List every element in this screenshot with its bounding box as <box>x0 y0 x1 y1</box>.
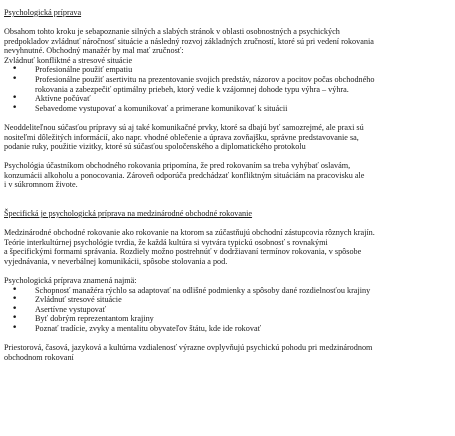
text-line: nevyhnutné. Obchodný manažér by mal mať zručnosť: <box>4 46 184 56</box>
section-heading-international-negotiation: Špecifická je psychologická príprava na medzinárodné obchodné rokovanie <box>4 209 253 218</box>
text-line: a špecifickými formami správania. Rozdiely možno postrehnúť v dodržiavaní termínov rokovania, v spôsobe <box>4 247 362 257</box>
list-item: • Poznať tradície, zvyky a mentalitu obyvateľov štátu, kde ide rokovať <box>4 324 455 334</box>
list-item: • Zvládnuť stresové situácie <box>4 295 455 305</box>
paragraph-international-negotiation <box>4 228 455 266</box>
list-intro: Psychologická príprava znamená najmä: <box>4 275 137 285</box>
text-line: konzumácii alkoholu a ponocovania. Zároveň odporúča predchádzať konfliktným situáciám na pracovisku ale <box>4 170 365 180</box>
text-line: Medzinárodné obchodné rokovanie ako rokovanie na ktorom sa zúčastňujú obchodní zástupcovia rôznych krajín. <box>4 228 375 238</box>
list-item: • Asertívne vystupovať <box>4 305 455 315</box>
paragraph-communication-elements <box>4 123 455 152</box>
paragraph-psychology-advice <box>4 161 455 190</box>
text-line: Priestorová, časová, jazyková a kultúrna vzdialenosť výrazne ovplyvňujú psychickú pohodu pri medzinárodnom <box>4 343 373 353</box>
preparation-bullet-list <box>4 286 455 334</box>
text-line: Zvládnuť konfliktné a stresové situácie <box>4 55 133 65</box>
section-heading-psychological-preparation: Psychologická príprava <box>4 8 82 17</box>
text-line: Obsahom tohto kroku je sebapoznanie silných a slabých stránok v oblasti osobnostných a psychických <box>4 27 340 37</box>
skills-bullet-list <box>4 65 455 113</box>
text-line: obchodnom rokovaní <box>4 352 74 362</box>
intro-paragraph <box>4 27 455 65</box>
list-item: • Sebavedome vystupovať a komunikovať a primerane komunikovať k situácii <box>4 104 455 114</box>
text-line: Teórie interkultúrnej psychológie tvrdia, že každá kultúra si vytvára typickú osobnosť s rovnakými <box>4 237 328 247</box>
list-item: • Aktívne počúvať <box>4 94 455 104</box>
text-line: podanie ruky, použitie vizitky, ktoré sú súčasťou spoločenského a diplomatického protokolu <box>4 142 306 152</box>
list-item: • Profesionálne použiť empatiu <box>4 65 455 75</box>
text-line: nositeľmi dôležitých informácií, ako napr. vhodné oblečenie a úprava zovňajšku, správne predstavovanie sa, <box>4 132 359 142</box>
text-line: vyjednávania, v neverbálnej komunikácii, spôsobe stolovania a pod. <box>4 256 228 266</box>
list-item: • Schopnosť manažéra rýchlo sa adaptovať na odlišné podmienky a spôsoby dané rozdielnosťou krajiny <box>4 286 455 296</box>
text-line: predpokladov zvládnuť náročnosť situácie a následný rozvoj základných zručností, ktoré sú pri vedení rokovania <box>4 36 374 46</box>
text-line: Neoddeliteľnou súčasťou prípravy sú aj také komunikačné prvky, ktoré sa dbajú byť samozrejmé, ale praxi sú <box>4 122 364 132</box>
text-line: Psychológia účastníkom obchodného rokovania pripomína, že pred rokovaním sa treba vyhýbať oslavám, <box>4 161 351 171</box>
paragraph-distance-factors <box>4 343 455 362</box>
list-item: • Byť dobrým reprezentantom krajiny <box>4 314 455 324</box>
text-line: i v súkromnom živote. <box>4 180 78 190</box>
list-item: • Profesionálne použiť asertivitu na prezentovanie svojich predstáv, názorov a pocitov počas obchodného rokovania a zabezpečiť optimálny priebeh, ktorý vedie k vzájomnej dohode typu výhra – výhra. <box>4 75 455 94</box>
